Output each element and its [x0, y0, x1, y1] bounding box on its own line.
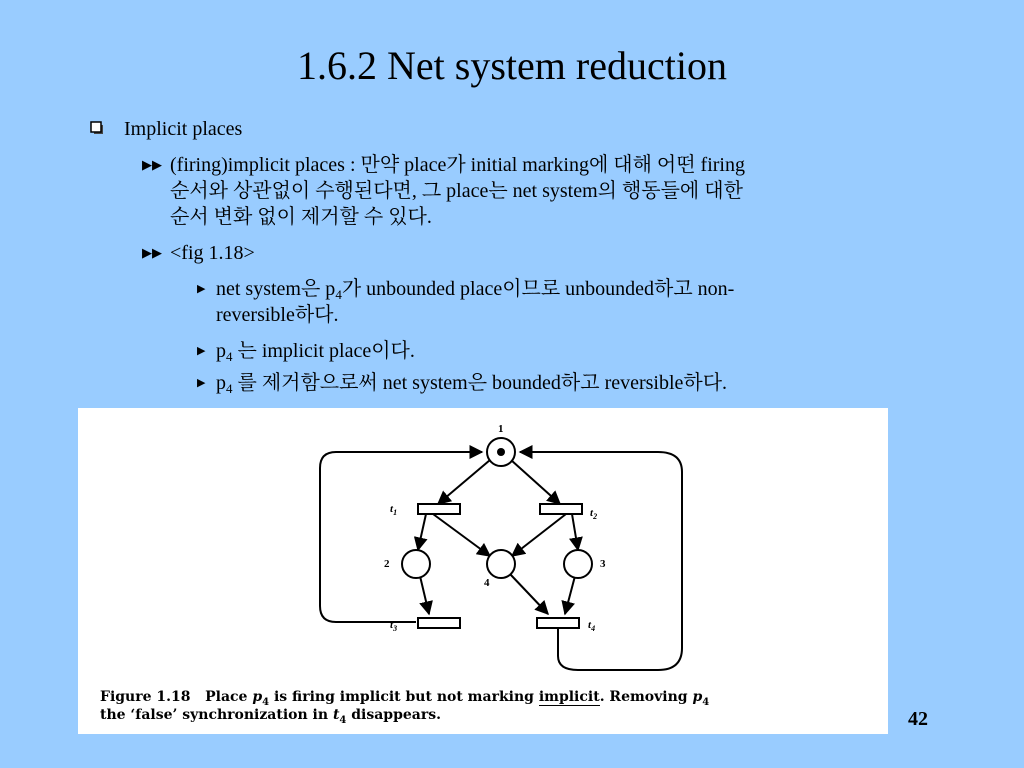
- slide-title: 1.6.2 Net system reduction: [297, 43, 727, 88]
- arrow-bullet-icon: ▶: [197, 345, 206, 357]
- petri-net-figure: [78, 408, 888, 734]
- place-p3: [564, 550, 592, 578]
- transition-t3: [418, 618, 460, 628]
- label-p3: 3: [600, 558, 606, 570]
- arc-p3-t4: [565, 576, 575, 614]
- transition-t1: [418, 504, 460, 514]
- arc-p1-t2: [511, 460, 560, 504]
- checkbox-bullet-icon: [90, 121, 104, 135]
- transition-t2: [540, 504, 582, 514]
- arc-p4-t4: [510, 574, 548, 614]
- arc-t2-p3: [572, 514, 578, 550]
- petri-net-diagram: [78, 408, 888, 734]
- label-p1: 1: [498, 423, 504, 435]
- place-p4: [487, 550, 515, 578]
- sub-bullet-1: net system은 $p_4$가 unbounded place이므로 unbounded하고 non-: [216, 278, 735, 302]
- arc-p2-t3: [420, 576, 429, 614]
- label-t4: $t_4$: [588, 619, 596, 633]
- sub-bullet-3: $p_4$ 를 제거함으로써 net system은 bounded하고 reversible하다.: [216, 372, 728, 396]
- sub-bullet-2: $p_4$ 는 implicit place이다.: [216, 340, 415, 364]
- double-arrow-bullet-icon: ▶▶: [142, 157, 162, 172]
- double-arrow-bullet-icon: ▶▶: [142, 245, 162, 260]
- sub-bullet-1-cont: reversible하다.: [216, 304, 339, 326]
- page-number: 42: [908, 708, 928, 730]
- figure-caption-line-2: the ‘false’ synchronization in $t_4$ disappears.: [100, 707, 441, 726]
- token: [497, 448, 505, 456]
- label-t2: $t_2$: [590, 507, 598, 521]
- label-t3: $t_3$: [390, 619, 398, 633]
- fig-reference: <fig 1.18>: [170, 242, 255, 264]
- firing-implicit-line-2: 순서와 상관없이 수행된다면, 그 place는 net system의 행동들에 대한: [170, 180, 743, 202]
- place-p2: [402, 550, 430, 578]
- label-p2: 2: [384, 558, 390, 570]
- arc-p1-t1: [438, 460, 490, 504]
- arc-t1-p2: [418, 514, 426, 550]
- transition-t4: [537, 618, 579, 628]
- figure-caption-line-1: Figure 1.18 Place $p_4$ is firing implicit but not marking implicit. Removing $p_4$: [100, 689, 710, 708]
- arc-t2-p4: [512, 514, 566, 556]
- arc-t3-p1: [320, 452, 482, 622]
- arrow-bullet-icon: ▶: [197, 377, 206, 389]
- label-t1: $t_1$: [390, 503, 398, 517]
- firing-implicit-line-3: 순서 변화 없이 제거할 수 있다.: [170, 206, 432, 228]
- arc-t1-p4: [433, 514, 490, 556]
- arrow-bullet-icon: ▶: [197, 283, 206, 295]
- bullet-implicit-places: Implicit places: [124, 118, 243, 140]
- firing-implicit-line-1: (firing)implicit places : 만약 place가 initial marking에 대해 어떤 firing: [170, 154, 745, 176]
- label-p4: 4: [484, 577, 490, 589]
